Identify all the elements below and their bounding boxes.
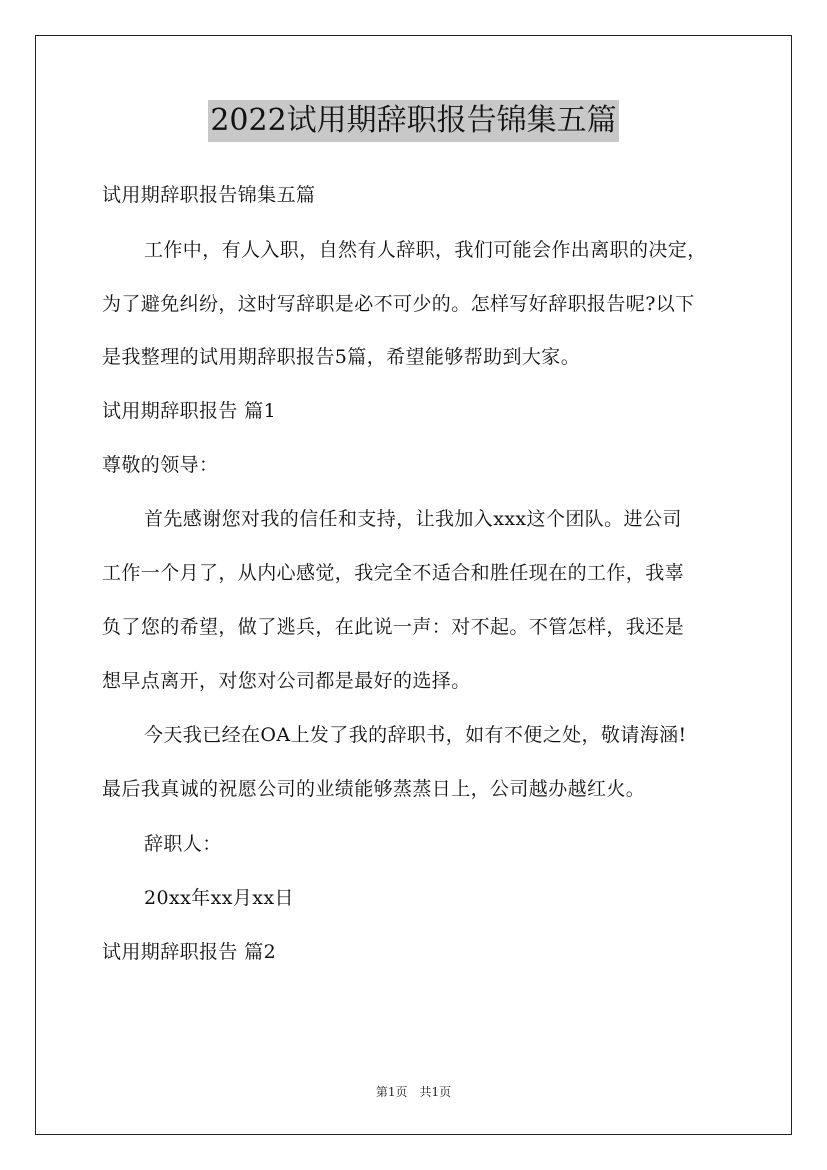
intro-line-1: 工作中，有人入职，自然有人辞职，我们可能会作出离职的决定， xyxy=(144,239,707,261)
intro-line-2: 为了避免纠纷，这时写辞职是必不可少的。怎样写好辞职报告呢?以下 xyxy=(102,293,695,315)
intro-line-3: 是我整理的试用期辞职报告5篇，希望能够帮助到大家。 xyxy=(102,346,581,368)
body-line-2: 工作一个月了，从内心感觉，我完全不适合和胜任现在的工作，我辜 xyxy=(102,562,685,584)
body-line-6: 最后我真诚的祝愿公司的业绩能够蒸蒸日上，公司越办越红火。 xyxy=(102,778,646,800)
body-line-1: 首先感谢您对我的信任和支持，让我加入xxx这个团队。进公司 xyxy=(144,508,682,530)
section-heading-1: 试用期辞职报告 篇1 xyxy=(102,400,277,422)
salutation: 尊敬的领导： xyxy=(102,454,219,476)
body-line-5: 今天我已经在OA上发了我的辞职书，如有不便之处，敬请海涵! xyxy=(144,724,687,746)
signature-date: 20xx年xx月xx日 xyxy=(144,887,294,909)
body-line-3: 负了您的希望，做了逃兵，在此说一声：对不起。不管怎样，我还是 xyxy=(102,616,685,638)
signature-label: 辞职人： xyxy=(144,833,222,855)
subtitle-line: 试用期辞职报告锦集五篇 xyxy=(102,184,316,206)
document-title: 2022试用期辞职报告锦集五篇 xyxy=(208,100,618,142)
page-footer: 第1页 共1页 xyxy=(375,1085,452,1099)
title-container xyxy=(0,100,827,142)
section-heading-2: 试用期辞职报告 篇2 xyxy=(102,941,277,963)
body-line-4: 想早点离开，对您对公司都是最好的选择。 xyxy=(102,670,471,692)
